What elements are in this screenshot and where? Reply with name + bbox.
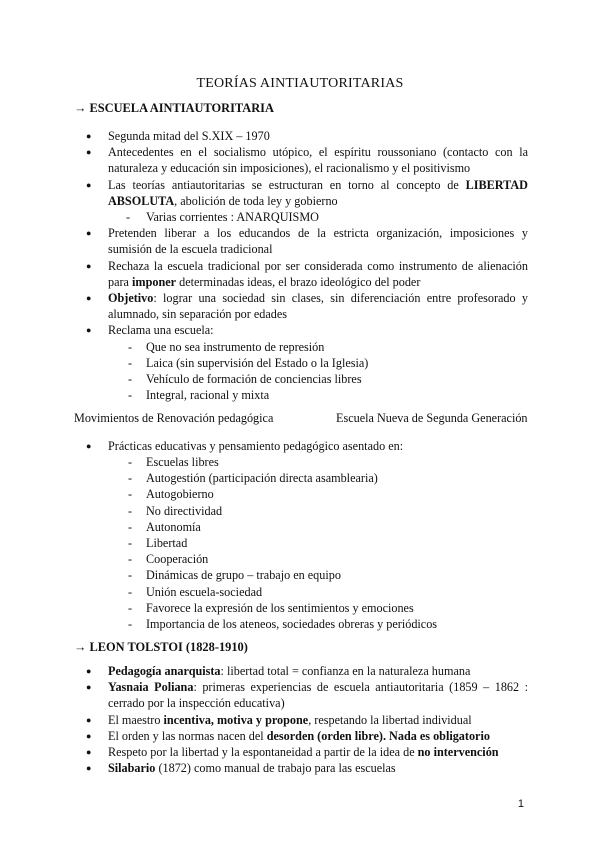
list-item: ● Objetivo: lograr una sociedad sin clases, sin diferenciación entre profesorado y alumnado, sin separación por edades [74, 290, 528, 322]
practices-sub-list [74, 454, 528, 632]
list-item: ● Pedagogía anarquista: libertad total = confianza en la naturaleza humana [74, 663, 528, 679]
list-item: - Libertad [74, 535, 528, 551]
list-item: - Autogestión (participación directa asamblearia) [74, 470, 528, 486]
list-item: - Escuelas libres [74, 454, 528, 470]
sub-list [74, 339, 528, 404]
movements-right: Escuela Nueva de Segunda Generación [336, 411, 528, 425]
list-item: ● Respeto por la libertad y la espontaneidad a partir de la idea de no intervención [74, 744, 528, 760]
movements-line [74, 411, 528, 427]
list-item: ● Pretenden liberar a los educandos de la estricta organización, imposiciones y sumisión de la escuela tradicional [74, 225, 528, 257]
list-item: - No directividad [74, 503, 528, 519]
list-item: - Unión escuela-sociedad [74, 584, 528, 600]
libertad-absoluta-bold: LIBERTAD ABSOLUTA [108, 177, 528, 208]
tolstoi-bullet-list [74, 663, 528, 776]
practices-bullet-list [74, 438, 528, 454]
list-item: - Dinámicas de grupo – trabajo en equipo [74, 567, 528, 583]
section-heading-tolstoi: → LEON TOLSTOI (1828-1910) [74, 640, 248, 654]
list-item: ● Segunda mitad del S.XIX – 1970 [74, 128, 528, 144]
sub-list [108, 209, 528, 225]
list-item: - Cooperación [74, 551, 528, 567]
page-title: TEORÍAS AINTIAUTORITARIAS [196, 76, 404, 91]
list-item: - Importancia de los ateneos, sociedades obreras y periódicos [74, 616, 528, 632]
list-item: ● Rechaza la escuela tradicional por ser considerada como instrumento de alienación para imponer determinadas ideas, el brazo ideológico del poder [74, 258, 528, 290]
list-item: - Laica (sin supervisión del Estado o la Iglesia) [74, 355, 528, 371]
movements-left: Movimientos de Renovación pedagógica [74, 411, 274, 425]
escuela-bullet-list [74, 128, 528, 403]
list-item: - Que no sea instrumento de represión [74, 339, 528, 355]
page-number: 1 [517, 798, 524, 810]
list-item: - Autonomía [74, 519, 528, 535]
list-item: - Integral, racional y mixta [74, 387, 528, 403]
list-item: - Autogobierno [74, 486, 528, 502]
list-item: - Varias corrientes : ANARQUISMO [108, 209, 528, 225]
list-item: - Vehículo de formación de conciencias libres [74, 371, 528, 387]
list-item: ● Las teorías antiautoritarias se estructuran en torno al concepto de LIBERTAD ABSOLUTA, abolición de toda ley y gobierno - Varias corrientes : ANARQUISMO [74, 177, 528, 226]
list-item: ● Reclama una escuela: - Que no sea instrumento de represión - Laica (sin supervisión del Estado o la Iglesia) - Vehículo de formación de conciencias libres - Integral, racional y mixta [74, 322, 528, 403]
list-item: ● El orden y las normas nacen del desorden (orden libre). Nada es obligatorio [74, 728, 528, 744]
list-item: - Favorece la expresión de los sentimientos y emociones [74, 600, 528, 616]
section-heading-escuela: → ESCUELA AINTIAUTORITARIA [74, 101, 274, 115]
list-item: ● El maestro incentiva, motiva y propone, respetando la libertad individual [74, 712, 528, 728]
list-item: ● Yasnaia Poliana: primeras experiencias de escuela antiautoritaria (1859 – 1862 : cerrado por la inspección educativa) [74, 679, 528, 711]
list-item: ● Antecedentes en el socialismo utópico, el espíritu roussoniano (contacto con la naturaleza y educación sin imposiciones), el racionalismo y el positivismo [74, 144, 528, 176]
list-item: ● Prácticas educativas y pensamiento pedagógico asentado en: [74, 438, 528, 454]
list-item: ● Silabario (1872) como manual de trabajo para las escuelas [74, 760, 528, 776]
